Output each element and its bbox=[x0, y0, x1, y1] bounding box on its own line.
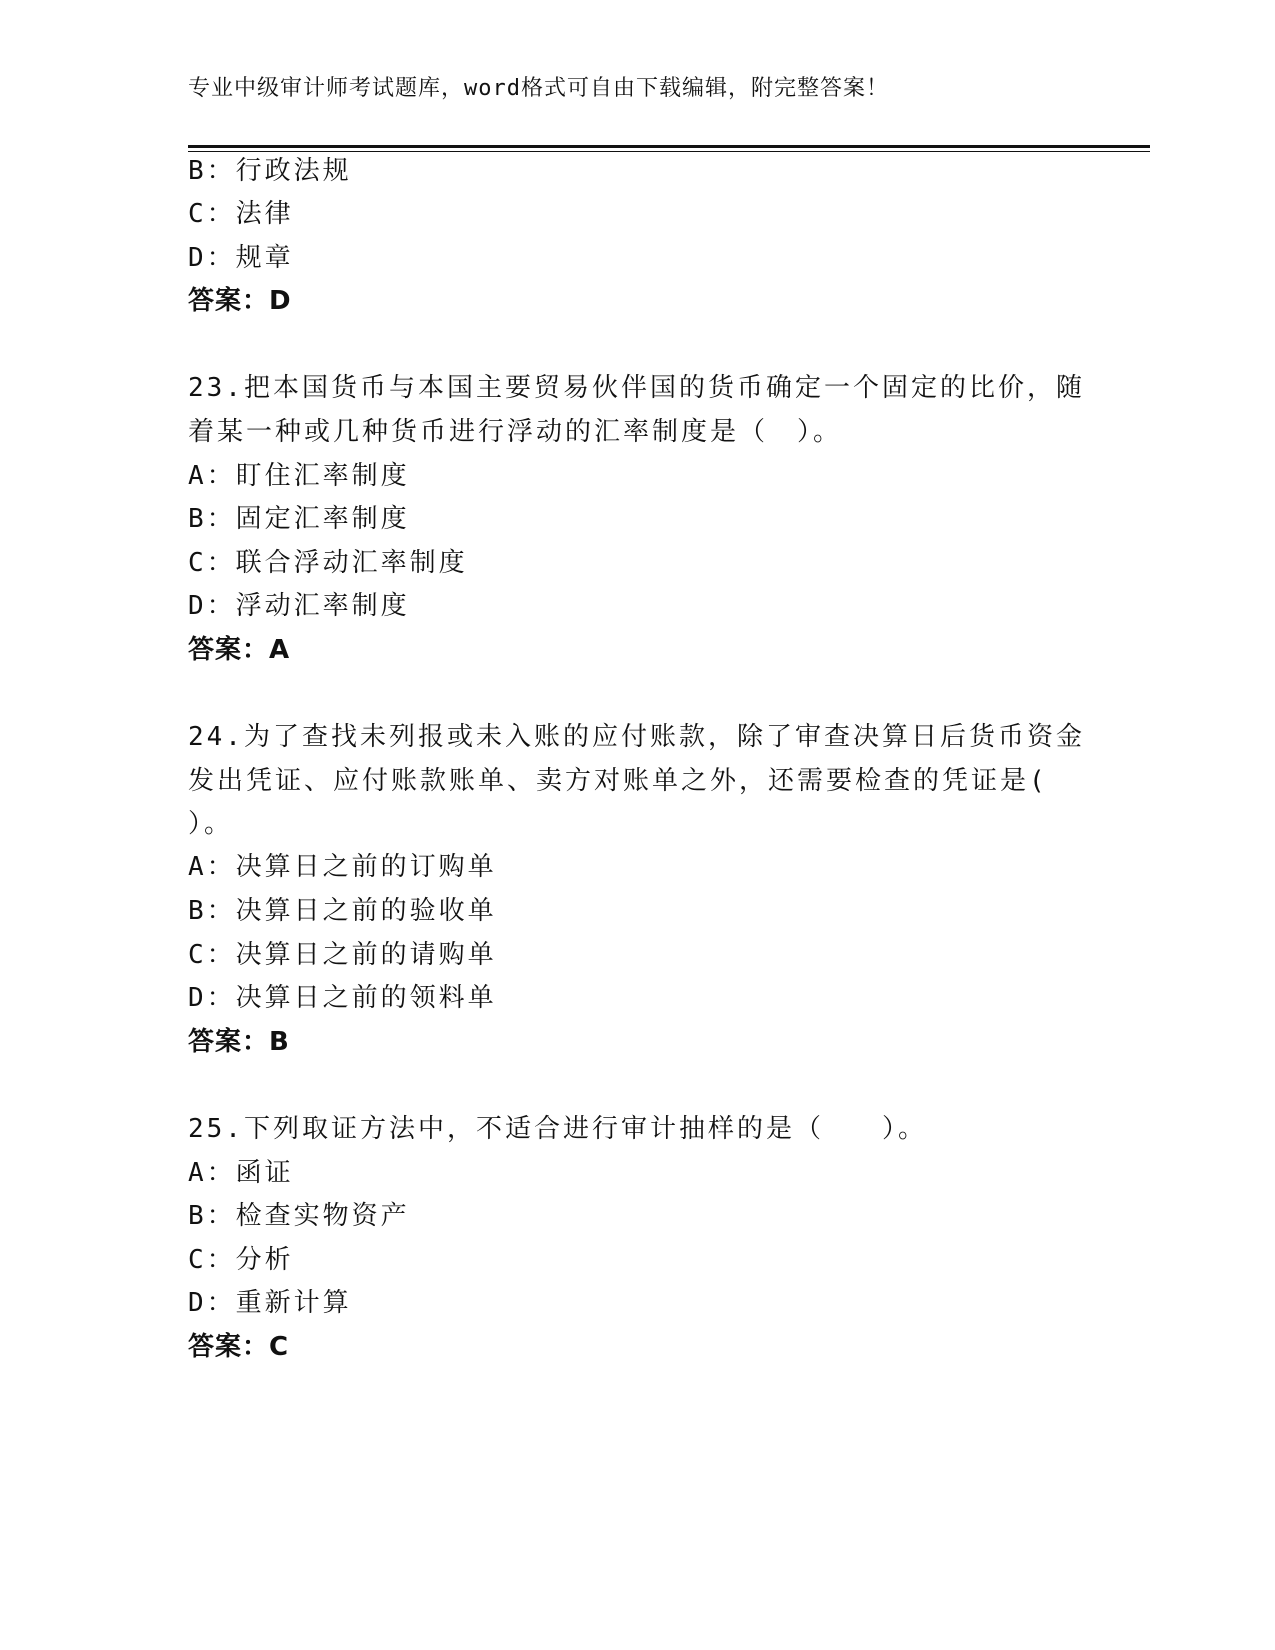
q22-option-c: C：法律 bbox=[188, 199, 294, 229]
q23-option-a: A：盯住汇率制度 bbox=[188, 461, 410, 491]
q24-option-d: D：决算日之前的领料单 bbox=[188, 983, 497, 1013]
q23-option-b: B：固定汇率制度 bbox=[188, 504, 410, 534]
q22-option-b: B：行政法规 bbox=[188, 156, 352, 186]
q23-option-c: C：联合浮动汇率制度 bbox=[188, 548, 468, 578]
header-divider bbox=[188, 145, 1150, 152]
q23-option-d: D：浮动汇率制度 bbox=[188, 591, 410, 621]
q23-stem-line-2: 着某一种或几种货币进行浮动的汇率制度是（ ）。 bbox=[188, 417, 843, 447]
q23-answer: 答案：A bbox=[188, 635, 291, 665]
page-header: 专业中级审计师考试题库，word格式可自由下载编辑，附完整答案！ bbox=[188, 76, 889, 101]
q24-answer: 答案：B bbox=[188, 1027, 290, 1057]
q22-option-d: D：规章 bbox=[188, 243, 294, 273]
q25-option-d: D：重新计算 bbox=[188, 1288, 352, 1318]
q22-answer: 答案：D bbox=[188, 286, 292, 316]
q24-stem-line-2: 发出凭证、应付账款账单、卖方对账单之外，还需要检查的凭证是( bbox=[188, 766, 1048, 796]
q25-answer: 答案：C bbox=[188, 1332, 290, 1362]
q25-option-a: A：函证 bbox=[188, 1158, 294, 1188]
q25-option-b: B：检查实物资产 bbox=[188, 1201, 410, 1231]
q24-option-b: B：决算日之前的验收单 bbox=[188, 896, 497, 926]
q24-stem-line-3: ）。 bbox=[188, 809, 234, 839]
q25-stem-line-1: 25.下列取证方法中，不适合进行审计抽样的是（ ）。 bbox=[188, 1114, 927, 1144]
q23-stem-line-1: 23.把本国货币与本国主要贸易伙伴国的货币确定一个固定的比价，随 bbox=[188, 373, 1085, 403]
q25-option-c: C：分析 bbox=[188, 1245, 294, 1275]
q24-stem-line-1: 24.为了查找未列报或未入账的应付账款，除了审查决算日后货币资金 bbox=[188, 722, 1085, 752]
q24-option-a: A：决算日之前的订购单 bbox=[188, 852, 497, 882]
q24-option-c: C：决算日之前的请购单 bbox=[188, 940, 497, 970]
